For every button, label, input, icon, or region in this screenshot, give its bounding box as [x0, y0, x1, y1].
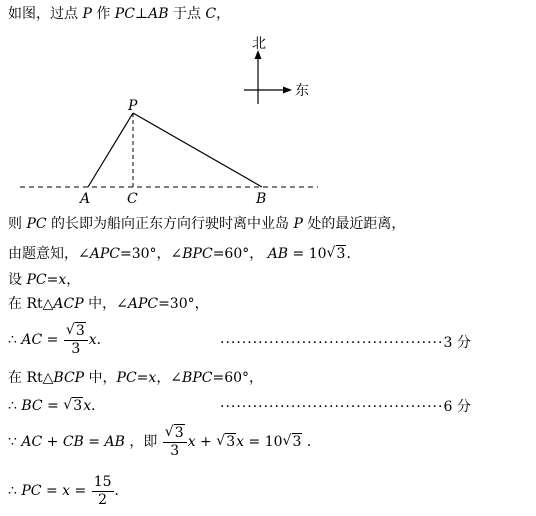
east-label: 东: [295, 83, 309, 99]
text: ．: [302, 434, 321, 450]
text: ∵: [8, 434, 22, 450]
leader-dots: ·········································: [220, 399, 444, 415]
text: 中，∠: [83, 296, 128, 312]
text: =60°，: [212, 246, 268, 262]
fraction: [92, 474, 114, 509]
intro-text: 作: [91, 6, 115, 22]
text: +: [195, 434, 217, 450]
text: 设: [8, 272, 27, 288]
segment-ac: AC: [21, 434, 43, 450]
segment-ac: AC: [21, 332, 43, 348]
sqrt-expression: √ 3: [63, 397, 83, 414]
numerator: 15: [93, 473, 112, 490]
text: =: [42, 332, 63, 348]
radicand: 3: [292, 434, 302, 450]
point-p: P: [293, 216, 303, 232]
label-p: P: [128, 98, 138, 114]
variable-x: x: [83, 398, 92, 414]
text: ∴: [8, 332, 22, 348]
segment-pc: PC: [26, 272, 47, 288]
numerator: 3: [75, 322, 85, 339]
variable-x: x: [236, 434, 245, 450]
variable-x: x: [148, 370, 157, 386]
text: ．: [114, 483, 129, 499]
angle-apc: APC: [127, 296, 159, 312]
text: =: [83, 434, 105, 450]
text: =60°，: [212, 370, 264, 386]
radicand: 3: [73, 398, 83, 414]
text: ，即: [124, 434, 162, 450]
triangle-acp: ACP: [53, 296, 84, 312]
text: =30°，: [158, 296, 209, 312]
fraction: √ 3 3: [163, 425, 187, 460]
intro-text: 于点: [168, 6, 206, 22]
solution-line-7: [8, 396, 105, 416]
perp-symbol: ⊥: [134, 6, 149, 22]
leader-dots: ·········································: [220, 335, 444, 351]
sqrt-expression: √ 3: [282, 433, 302, 450]
text: ，∠: [156, 370, 183, 386]
radicand: 3: [336, 246, 346, 262]
variable-x: x: [187, 434, 196, 450]
text: ∴: [8, 398, 22, 414]
text: ．: [96, 332, 111, 348]
numerator: 3: [174, 424, 184, 441]
radicand: 3: [226, 434, 236, 450]
score-marker-1: [220, 332, 471, 352]
intro-line: [8, 4, 230, 24]
text: = 10: [288, 246, 327, 262]
text: 由题意知，∠: [8, 246, 90, 262]
label-a: A: [80, 191, 91, 207]
segment-cb: CB: [62, 434, 84, 450]
text: =: [41, 483, 63, 499]
solution-line-8: [8, 424, 321, 460]
score-label: 6 分: [443, 399, 471, 415]
intro-text: 如图，过点: [8, 6, 83, 22]
text: ．: [346, 246, 361, 262]
solution-line-9: [8, 472, 129, 510]
text: =: [42, 398, 64, 414]
segment-ab: AB: [104, 434, 125, 450]
angle-apc: APC: [89, 246, 120, 262]
text: ，: [66, 272, 81, 288]
text: 在 Rt△: [8, 370, 54, 386]
solution-line-2: [8, 244, 360, 264]
fraction: √ 3 3: [64, 323, 88, 358]
text: 则: [8, 216, 27, 232]
solution-line-5: [8, 322, 111, 358]
label-c: C: [127, 191, 138, 207]
segment-ab: AB: [267, 246, 289, 262]
text: 处的最近距离，: [302, 216, 406, 232]
text: +: [42, 434, 63, 450]
angle-bpc: BPC: [182, 370, 213, 386]
solution-line-6: [8, 368, 263, 388]
variable-x: x: [88, 332, 97, 348]
segment-ab: AB: [148, 6, 169, 22]
label-b: B: [256, 191, 267, 207]
point-p: P: [82, 6, 92, 22]
geometry-figure: [0, 28, 536, 238]
text: =: [46, 272, 59, 288]
text: =: [70, 483, 91, 499]
sqrt-expression: √ 3: [216, 433, 236, 450]
segment-pc: PC: [114, 6, 135, 22]
side-pa: [88, 113, 133, 187]
text: ．: [91, 398, 106, 414]
denominator: 3: [170, 442, 180, 459]
segment-bc: BC: [21, 398, 43, 414]
score-label: 3 分: [443, 335, 471, 351]
text: 的长即为船向正东方向行驶时离中业岛: [46, 216, 294, 232]
angle-bpc: BPC: [182, 246, 213, 262]
compass: [244, 36, 309, 104]
solution-line-1: [8, 214, 405, 234]
text: ∴: [8, 483, 22, 499]
text: =: [136, 370, 149, 386]
variable-x: x: [62, 483, 71, 499]
solution-line-4: [8, 294, 209, 314]
point-c: C: [205, 6, 217, 22]
segment-pc: PC: [116, 370, 137, 386]
segment-pc: PC: [26, 216, 47, 232]
solution-line-3: [8, 270, 80, 290]
denominator: 3: [71, 340, 81, 357]
text: = 10: [244, 434, 283, 450]
segment-pc: PC: [21, 483, 42, 499]
intro-text: ，: [216, 6, 231, 22]
north-label: 北: [252, 36, 266, 52]
text: 在 Rt△: [8, 296, 54, 312]
side-pb: [133, 113, 262, 187]
variable-x: x: [58, 272, 67, 288]
text: =30°，∠: [119, 246, 183, 262]
text: 中，: [84, 370, 117, 386]
triangle-bcp: BCP: [53, 370, 85, 386]
denominator: 2: [98, 491, 108, 508]
sqrt-expression: √ 3: [326, 245, 346, 262]
score-marker-2: [220, 396, 471, 416]
